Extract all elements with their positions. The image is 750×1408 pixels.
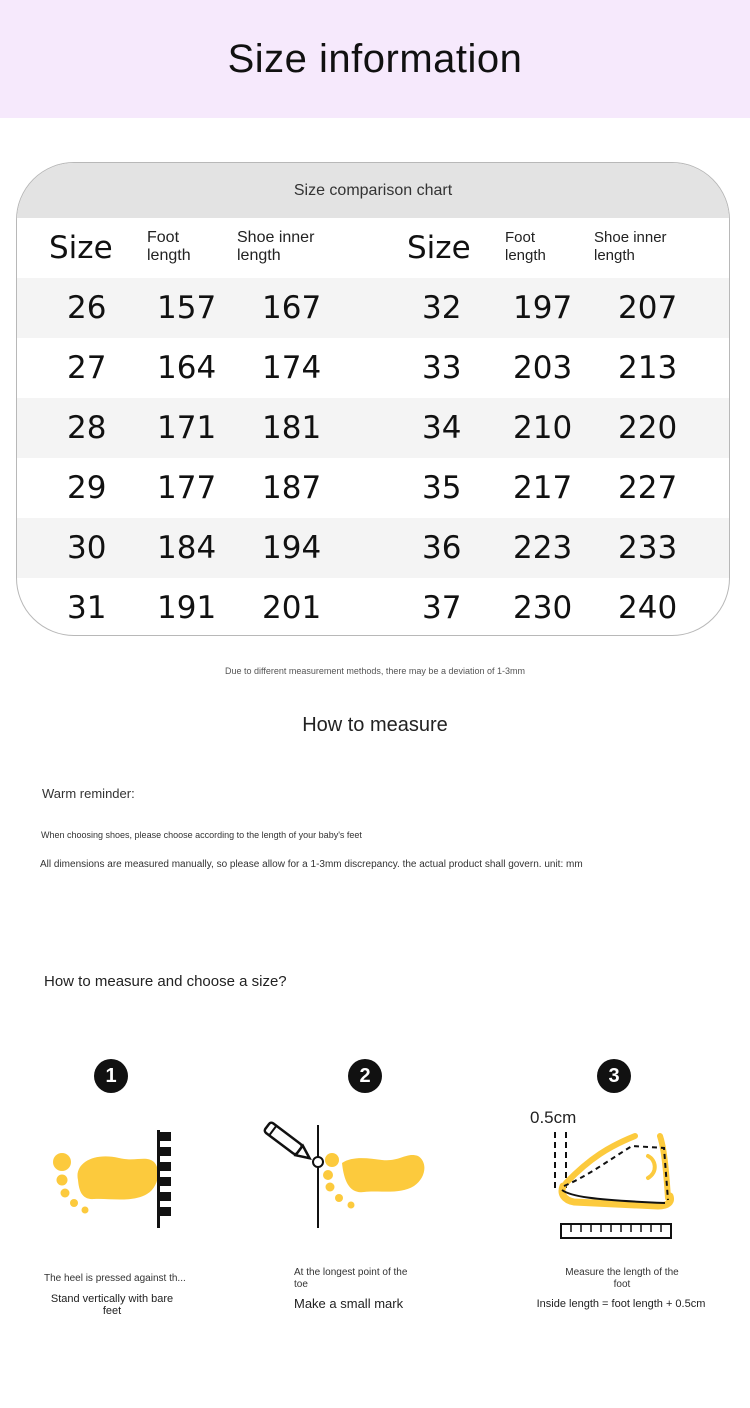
cell-foot-length: 164 <box>157 350 217 386</box>
cell-inner-length: 174 <box>262 350 322 386</box>
reminder-line-1: When choosing shoes, please choose according to the length of your baby's feet <box>41 830 362 840</box>
cell-foot-length: 171 <box>157 410 217 446</box>
step-2-caption: Make a small mark <box>294 1296 404 1311</box>
table-row <box>17 398 729 458</box>
step-2-caption-small: At the longest point of the toe <box>294 1267 408 1290</box>
warm-reminder-title: Warm reminder: <box>42 786 135 801</box>
cell-inner-length: 187 <box>262 470 322 506</box>
cell-size: 32 <box>422 290 462 326</box>
cell-foot-length: 191 <box>157 590 217 626</box>
header-foot-left: Foot length <box>147 229 191 264</box>
table-header-row <box>17 218 729 278</box>
cell-size: 36 <box>422 530 462 566</box>
cell-foot-length: 223 <box>513 530 573 566</box>
cell-inner-length: 194 <box>262 530 322 566</box>
foot-against-wall-icon <box>44 1125 184 1230</box>
size-table <box>16 162 730 636</box>
table-caption: Size comparison chart <box>17 163 729 218</box>
cell-size: 27 <box>67 350 107 386</box>
table-row <box>17 278 729 338</box>
step-3-caption: Inside length = foot length + 0.5cm <box>536 1298 706 1310</box>
cell-size: 26 <box>67 290 107 326</box>
header-size-left: Size <box>49 230 113 266</box>
shoe-measure-icon <box>530 1128 680 1243</box>
cell-foot-length: 157 <box>157 290 217 326</box>
step-1-badge: 1 <box>94 1059 128 1093</box>
cell-inner-length: 213 <box>618 350 678 386</box>
cell-size: 35 <box>422 470 462 506</box>
pencil-mark-foot-icon <box>260 1120 430 1230</box>
cell-inner-length: 201 <box>262 590 322 626</box>
deviation-note: Due to different measurement methods, there may be a deviation of 1-3mm <box>225 666 525 676</box>
step-1-caption: Stand vertically with bare feet <box>50 1293 174 1317</box>
cell-size: 33 <box>422 350 462 386</box>
cell-inner-length: 233 <box>618 530 678 566</box>
choose-size-heading: How to measure and choose a size? <box>44 973 287 990</box>
cell-inner-length: 220 <box>618 410 678 446</box>
cell-size: 29 <box>67 470 107 506</box>
cell-foot-length: 217 <box>513 470 573 506</box>
cell-foot-length: 210 <box>513 410 573 446</box>
step-2-badge: 2 <box>348 1059 382 1093</box>
cell-inner-length: 207 <box>618 290 678 326</box>
cell-foot-length: 197 <box>513 290 573 326</box>
step-1-caption-small: The heel is pressed against th... <box>44 1273 186 1284</box>
cell-size: 28 <box>67 410 107 446</box>
offset-label: 0.5cm <box>530 1108 577 1127</box>
header-size-right: Size <box>407 230 471 266</box>
cell-size: 30 <box>67 530 107 566</box>
table-row <box>17 518 729 578</box>
cell-size: 37 <box>422 590 462 626</box>
cell-inner-length: 181 <box>262 410 322 446</box>
table-row <box>17 458 729 518</box>
cell-foot-length: 203 <box>513 350 573 386</box>
cell-size: 34 <box>422 410 462 446</box>
cell-foot-length: 230 <box>513 590 573 626</box>
header-inner-right: Shoe inner length <box>594 229 667 264</box>
step-3-caption-small: Measure the length of the foot <box>565 1267 679 1290</box>
cell-foot-length: 184 <box>157 530 217 566</box>
page-title: Size information <box>227 37 523 81</box>
cell-size: 31 <box>67 590 107 626</box>
cell-foot-length: 177 <box>157 470 217 506</box>
cell-inner-length: 240 <box>618 590 678 626</box>
step-3-badge: 3 <box>597 1059 631 1093</box>
table-row <box>17 578 729 636</box>
cell-inner-length: 167 <box>262 290 322 326</box>
how-to-measure-heading: How to measure <box>302 714 448 736</box>
table-row <box>17 338 729 398</box>
header-foot-right: Foot length <box>505 229 546 264</box>
cell-inner-length: 227 <box>618 470 678 506</box>
header-inner-left: Shoe inner length <box>237 229 315 264</box>
reminder-line-2: All dimensions are measured manually, so please allow for a 1-3mm discrepancy. the actual product shall govern. unit: mm <box>40 859 583 870</box>
